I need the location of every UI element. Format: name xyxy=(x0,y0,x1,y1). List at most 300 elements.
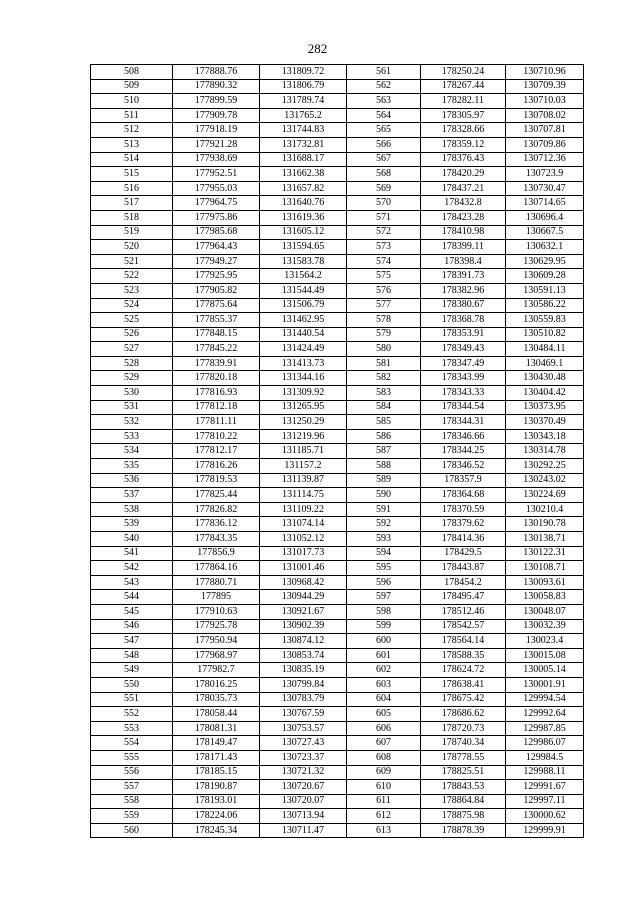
point-number-left-cell: 512 xyxy=(91,123,173,138)
table-row xyxy=(91,123,584,138)
y-coordinate-right-cell: 129997.11 xyxy=(506,794,584,809)
x-coordinate-left-cell: 177964.43 xyxy=(173,240,260,255)
x-coordinate-right-cell: 178328.66 xyxy=(421,123,506,138)
x-coordinate-right-cell: 178368.78 xyxy=(421,313,506,328)
table-row xyxy=(91,736,584,751)
y-coordinate-right-cell: 130108.71 xyxy=(506,561,584,576)
point-number-right-cell: 575 xyxy=(347,269,421,284)
point-number-left-cell: 549 xyxy=(91,663,173,678)
x-coordinate-right-cell: 178638.41 xyxy=(421,677,506,692)
x-coordinate-left-cell: 178149.47 xyxy=(173,736,260,751)
table-row xyxy=(91,371,584,386)
x-coordinate-right-cell: 178675.42 xyxy=(421,692,506,707)
point-number-left-cell: 521 xyxy=(91,254,173,269)
y-coordinate-right-cell: 130629.95 xyxy=(506,254,584,269)
x-coordinate-left-cell: 177921.28 xyxy=(173,137,260,152)
y-coordinate-left-cell: 131309.92 xyxy=(260,386,347,401)
x-coordinate-left-cell: 177825.44 xyxy=(173,488,260,503)
y-coordinate-right-cell: 130000.62 xyxy=(506,809,584,824)
table-row xyxy=(91,79,584,94)
y-coordinate-left-cell: 131506.79 xyxy=(260,298,347,313)
x-coordinate-right-cell: 178282.11 xyxy=(421,94,506,109)
x-coordinate-left-cell: 177843.35 xyxy=(173,532,260,547)
table-row xyxy=(91,663,584,678)
x-coordinate-left-cell: 178171.43 xyxy=(173,750,260,765)
x-coordinate-right-cell: 178250.24 xyxy=(421,65,506,80)
x-coordinate-right-cell: 178346.52 xyxy=(421,459,506,474)
table-row xyxy=(91,65,584,80)
y-coordinate-left-cell: 130720.07 xyxy=(260,794,347,809)
y-coordinate-left-cell: 130721.32 xyxy=(260,765,347,780)
point-number-right-cell: 594 xyxy=(347,546,421,561)
y-coordinate-left-cell: 130723.37 xyxy=(260,750,347,765)
table-row xyxy=(91,561,584,576)
x-coordinate-left-cell: 177820.18 xyxy=(173,371,260,386)
point-number-right-cell: 561 xyxy=(347,65,421,80)
x-coordinate-left-cell: 177845.22 xyxy=(173,342,260,357)
x-coordinate-right-cell: 178778.55 xyxy=(421,750,506,765)
y-coordinate-left-cell: 131605.12 xyxy=(260,225,347,240)
y-coordinate-right-cell: 130343.18 xyxy=(506,429,584,444)
y-coordinate-left-cell: 131544.49 xyxy=(260,283,347,298)
y-coordinate-right-cell: 130015.08 xyxy=(506,648,584,663)
point-number-right-cell: 572 xyxy=(347,225,421,240)
table-row xyxy=(91,648,584,663)
y-coordinate-right-cell: 130292.25 xyxy=(506,459,584,474)
point-number-right-cell: 576 xyxy=(347,283,421,298)
x-coordinate-right-cell: 178410.98 xyxy=(421,225,506,240)
point-number-left-cell: 541 xyxy=(91,546,173,561)
table-row xyxy=(91,488,584,503)
point-number-left-cell: 529 xyxy=(91,371,173,386)
y-coordinate-right-cell: 130138.71 xyxy=(506,532,584,547)
y-coordinate-right-cell: 130632.1 xyxy=(506,240,584,255)
point-number-right-cell: 584 xyxy=(347,400,421,415)
point-number-left-cell: 527 xyxy=(91,342,173,357)
point-number-right-cell: 599 xyxy=(347,619,421,634)
y-coordinate-right-cell: 129994.54 xyxy=(506,692,584,707)
y-coordinate-right-cell: 130210.4 xyxy=(506,502,584,517)
x-coordinate-right-cell: 178843.53 xyxy=(421,780,506,795)
point-number-left-cell: 560 xyxy=(91,823,173,838)
point-number-right-cell: 591 xyxy=(347,502,421,517)
x-coordinate-right-cell: 178624.72 xyxy=(421,663,506,678)
y-coordinate-left-cell: 131583.78 xyxy=(260,254,347,269)
y-coordinate-left-cell: 131564.2 xyxy=(260,269,347,284)
y-coordinate-right-cell: 130510.82 xyxy=(506,327,584,342)
point-number-right-cell: 562 xyxy=(347,79,421,94)
point-number-right-cell: 585 xyxy=(347,415,421,430)
table-row xyxy=(91,386,584,401)
table-row xyxy=(91,459,584,474)
x-coordinate-right-cell: 178391.73 xyxy=(421,269,506,284)
point-number-left-cell: 540 xyxy=(91,532,173,547)
x-coordinate-left-cell: 178035.73 xyxy=(173,692,260,707)
x-coordinate-left-cell: 177836.12 xyxy=(173,517,260,532)
y-coordinate-right-cell: 130032.39 xyxy=(506,619,584,634)
x-coordinate-left-cell: 177856.9 xyxy=(173,546,260,561)
point-number-right-cell: 565 xyxy=(347,123,421,138)
y-coordinate-left-cell: 131594.65 xyxy=(260,240,347,255)
x-coordinate-left-cell: 177855.37 xyxy=(173,313,260,328)
y-coordinate-left-cell: 131219.96 xyxy=(260,429,347,444)
y-coordinate-left-cell: 131344.16 xyxy=(260,371,347,386)
x-coordinate-right-cell: 178359.12 xyxy=(421,137,506,152)
point-number-right-cell: 577 xyxy=(347,298,421,313)
point-number-right-cell: 596 xyxy=(347,575,421,590)
x-coordinate-left-cell: 177812.17 xyxy=(173,444,260,459)
point-number-left-cell: 519 xyxy=(91,225,173,240)
point-number-right-cell: 609 xyxy=(347,765,421,780)
x-coordinate-left-cell: 177982.7 xyxy=(173,663,260,678)
point-number-left-cell: 547 xyxy=(91,634,173,649)
x-coordinate-left-cell: 177816.26 xyxy=(173,459,260,474)
y-coordinate-right-cell: 130708.02 xyxy=(506,108,584,123)
table-row xyxy=(91,283,584,298)
point-number-right-cell: 604 xyxy=(347,692,421,707)
y-coordinate-left-cell: 131809.72 xyxy=(260,65,347,80)
y-coordinate-left-cell: 131139.87 xyxy=(260,473,347,488)
x-coordinate-right-cell: 178437.21 xyxy=(421,181,506,196)
x-coordinate-right-cell: 178423.28 xyxy=(421,210,506,225)
table-row xyxy=(91,677,584,692)
x-coordinate-right-cell: 178343.99 xyxy=(421,371,506,386)
x-coordinate-left-cell: 177925.95 xyxy=(173,269,260,284)
table-row xyxy=(91,181,584,196)
y-coordinate-right-cell: 130484.11 xyxy=(506,342,584,357)
y-coordinate-left-cell: 130713.94 xyxy=(260,809,347,824)
point-number-left-cell: 543 xyxy=(91,575,173,590)
x-coordinate-right-cell: 178344.25 xyxy=(421,444,506,459)
y-coordinate-left-cell: 130799.84 xyxy=(260,677,347,692)
point-number-right-cell: 582 xyxy=(347,371,421,386)
point-number-left-cell: 523 xyxy=(91,283,173,298)
table-row xyxy=(91,692,584,707)
table-row xyxy=(91,809,584,824)
point-number-right-cell: 589 xyxy=(347,473,421,488)
point-number-left-cell: 558 xyxy=(91,794,173,809)
x-coordinate-left-cell: 177811.11 xyxy=(173,415,260,430)
y-coordinate-left-cell: 131265.95 xyxy=(260,400,347,415)
point-number-left-cell: 552 xyxy=(91,707,173,722)
y-coordinate-left-cell: 131806.79 xyxy=(260,79,347,94)
table-row xyxy=(91,269,584,284)
y-coordinate-right-cell: 130710.03 xyxy=(506,94,584,109)
point-number-left-cell: 554 xyxy=(91,736,173,751)
point-number-left-cell: 530 xyxy=(91,386,173,401)
point-number-right-cell: 592 xyxy=(347,517,421,532)
y-coordinate-right-cell: 130712.36 xyxy=(506,152,584,167)
x-coordinate-left-cell: 177899.59 xyxy=(173,94,260,109)
point-number-right-cell: 593 xyxy=(347,532,421,547)
table-row xyxy=(91,196,584,211)
y-coordinate-left-cell: 131688.17 xyxy=(260,152,347,167)
y-coordinate-right-cell: 130058.83 xyxy=(506,590,584,605)
y-coordinate-right-cell: 129992.64 xyxy=(506,707,584,722)
x-coordinate-left-cell: 177938.69 xyxy=(173,152,260,167)
point-number-right-cell: 586 xyxy=(347,429,421,444)
x-coordinate-left-cell: 178193.01 xyxy=(173,794,260,809)
y-coordinate-right-cell: 130730.47 xyxy=(506,181,584,196)
x-coordinate-right-cell: 178343.33 xyxy=(421,386,506,401)
x-coordinate-right-cell: 178267.44 xyxy=(421,79,506,94)
x-coordinate-right-cell: 178398.4 xyxy=(421,254,506,269)
point-number-right-cell: 601 xyxy=(347,648,421,663)
x-coordinate-right-cell: 178686.62 xyxy=(421,707,506,722)
point-number-left-cell: 556 xyxy=(91,765,173,780)
x-coordinate-right-cell: 178740.34 xyxy=(421,736,506,751)
point-number-left-cell: 522 xyxy=(91,269,173,284)
point-number-left-cell: 532 xyxy=(91,415,173,430)
x-coordinate-left-cell: 177819.53 xyxy=(173,473,260,488)
y-coordinate-left-cell: 130921.67 xyxy=(260,604,347,619)
point-number-right-cell: 611 xyxy=(347,794,421,809)
point-number-left-cell: 526 xyxy=(91,327,173,342)
x-coordinate-left-cell: 177826.82 xyxy=(173,502,260,517)
y-coordinate-left-cell: 130968.42 xyxy=(260,575,347,590)
x-coordinate-left-cell: 177905.82 xyxy=(173,283,260,298)
x-coordinate-left-cell: 178190.87 xyxy=(173,780,260,795)
y-coordinate-left-cell: 130902.39 xyxy=(260,619,347,634)
table-row xyxy=(91,634,584,649)
y-coordinate-right-cell: 130714.65 xyxy=(506,196,584,211)
table-row xyxy=(91,780,584,795)
x-coordinate-left-cell: 177985.68 xyxy=(173,225,260,240)
point-number-right-cell: 595 xyxy=(347,561,421,576)
point-number-left-cell: 525 xyxy=(91,313,173,328)
y-coordinate-left-cell: 130874.12 xyxy=(260,634,347,649)
point-number-left-cell: 538 xyxy=(91,502,173,517)
table-row xyxy=(91,108,584,123)
point-number-left-cell: 508 xyxy=(91,65,173,80)
x-coordinate-right-cell: 178825.51 xyxy=(421,765,506,780)
table-row xyxy=(91,400,584,415)
y-coordinate-left-cell: 130835.19 xyxy=(260,663,347,678)
x-coordinate-left-cell: 177909.78 xyxy=(173,108,260,123)
y-coordinate-left-cell: 130720.67 xyxy=(260,780,347,795)
point-number-left-cell: 513 xyxy=(91,137,173,152)
x-coordinate-left-cell: 177949.27 xyxy=(173,254,260,269)
point-number-right-cell: 564 xyxy=(347,108,421,123)
table-row xyxy=(91,152,584,167)
table-row xyxy=(91,721,584,736)
point-number-left-cell: 546 xyxy=(91,619,173,634)
point-number-left-cell: 514 xyxy=(91,152,173,167)
point-number-right-cell: 612 xyxy=(347,809,421,824)
table-row xyxy=(91,254,584,269)
table-row xyxy=(91,532,584,547)
y-coordinate-left-cell: 131074.14 xyxy=(260,517,347,532)
y-coordinate-left-cell: 131732.81 xyxy=(260,137,347,152)
table-row xyxy=(91,429,584,444)
point-number-left-cell: 551 xyxy=(91,692,173,707)
table-row xyxy=(91,794,584,809)
table-row xyxy=(91,765,584,780)
x-coordinate-right-cell: 178512.46 xyxy=(421,604,506,619)
x-coordinate-left-cell: 178081.31 xyxy=(173,721,260,736)
y-coordinate-left-cell: 131619.36 xyxy=(260,210,347,225)
point-number-left-cell: 542 xyxy=(91,561,173,576)
y-coordinate-left-cell: 131462.95 xyxy=(260,313,347,328)
x-coordinate-left-cell: 177964.75 xyxy=(173,196,260,211)
table-row xyxy=(91,604,584,619)
table-row xyxy=(91,444,584,459)
x-coordinate-right-cell: 178346.66 xyxy=(421,429,506,444)
x-coordinate-right-cell: 178399.11 xyxy=(421,240,506,255)
point-number-right-cell: 571 xyxy=(347,210,421,225)
y-coordinate-left-cell: 131657.82 xyxy=(260,181,347,196)
point-number-left-cell: 517 xyxy=(91,196,173,211)
point-number-right-cell: 573 xyxy=(347,240,421,255)
y-coordinate-left-cell: 131114.75 xyxy=(260,488,347,503)
y-coordinate-right-cell: 130373.95 xyxy=(506,400,584,415)
y-coordinate-right-cell: 130709.86 xyxy=(506,137,584,152)
y-coordinate-left-cell: 131250.29 xyxy=(260,415,347,430)
y-coordinate-right-cell: 130586.22 xyxy=(506,298,584,313)
point-number-right-cell: 602 xyxy=(347,663,421,678)
y-coordinate-left-cell: 130767.59 xyxy=(260,707,347,722)
point-number-right-cell: 581 xyxy=(347,356,421,371)
page-number: 282 xyxy=(307,41,328,56)
x-coordinate-left-cell: 177955.03 xyxy=(173,181,260,196)
point-number-left-cell: 535 xyxy=(91,459,173,474)
x-coordinate-left-cell: 177910.63 xyxy=(173,604,260,619)
y-coordinate-right-cell: 130370.49 xyxy=(506,415,584,430)
point-number-right-cell: 606 xyxy=(347,721,421,736)
y-coordinate-left-cell: 131662.38 xyxy=(260,167,347,182)
table-row xyxy=(91,342,584,357)
table-row xyxy=(91,167,584,182)
x-coordinate-left-cell: 177952.51 xyxy=(173,167,260,182)
x-coordinate-right-cell: 178564.14 xyxy=(421,634,506,649)
y-coordinate-right-cell: 130314.78 xyxy=(506,444,584,459)
point-number-left-cell: 544 xyxy=(91,590,173,605)
x-coordinate-right-cell: 178370.59 xyxy=(421,502,506,517)
x-coordinate-right-cell: 178349.43 xyxy=(421,342,506,357)
point-number-right-cell: 597 xyxy=(347,590,421,605)
table-row xyxy=(91,94,584,109)
point-number-right-cell: 563 xyxy=(347,94,421,109)
y-coordinate-right-cell: 130430.48 xyxy=(506,371,584,386)
table-row xyxy=(91,575,584,590)
x-coordinate-right-cell: 178379.62 xyxy=(421,517,506,532)
x-coordinate-right-cell: 178864.84 xyxy=(421,794,506,809)
x-coordinate-left-cell: 177925.78 xyxy=(173,619,260,634)
table-row xyxy=(91,137,584,152)
x-coordinate-left-cell: 177848.15 xyxy=(173,327,260,342)
x-coordinate-right-cell: 178420.29 xyxy=(421,167,506,182)
point-number-right-cell: 570 xyxy=(347,196,421,211)
x-coordinate-right-cell: 178380.67 xyxy=(421,298,506,313)
x-coordinate-right-cell: 178432.8 xyxy=(421,196,506,211)
y-coordinate-right-cell: 130591.13 xyxy=(506,283,584,298)
point-number-right-cell: 610 xyxy=(347,780,421,795)
x-coordinate-right-cell: 178382.96 xyxy=(421,283,506,298)
point-number-right-cell: 605 xyxy=(347,707,421,722)
x-coordinate-left-cell: 178224.06 xyxy=(173,809,260,824)
x-coordinate-right-cell: 178588.35 xyxy=(421,648,506,663)
y-coordinate-left-cell: 130853.74 xyxy=(260,648,347,663)
point-number-left-cell: 531 xyxy=(91,400,173,415)
table-row xyxy=(91,502,584,517)
x-coordinate-left-cell: 177950.94 xyxy=(173,634,260,649)
point-number-right-cell: 579 xyxy=(347,327,421,342)
point-number-right-cell: 567 xyxy=(347,152,421,167)
x-coordinate-left-cell: 177810.22 xyxy=(173,429,260,444)
table-row xyxy=(91,546,584,561)
y-coordinate-left-cell: 131424.49 xyxy=(260,342,347,357)
y-coordinate-right-cell: 130243.02 xyxy=(506,473,584,488)
y-coordinate-left-cell: 131789.74 xyxy=(260,94,347,109)
y-coordinate-right-cell: 129988.11 xyxy=(506,765,584,780)
point-number-left-cell: 524 xyxy=(91,298,173,313)
point-number-right-cell: 588 xyxy=(347,459,421,474)
table-row xyxy=(91,240,584,255)
x-coordinate-right-cell: 178495.47 xyxy=(421,590,506,605)
x-coordinate-left-cell: 177968.97 xyxy=(173,648,260,663)
x-coordinate-right-cell: 178364.68 xyxy=(421,488,506,503)
y-coordinate-right-cell: 129984.5 xyxy=(506,750,584,765)
y-coordinate-right-cell: 130190.78 xyxy=(506,517,584,532)
x-coordinate-left-cell: 177975.86 xyxy=(173,210,260,225)
y-coordinate-right-cell: 130224.69 xyxy=(506,488,584,503)
x-coordinate-right-cell: 178376.43 xyxy=(421,152,506,167)
x-coordinate-right-cell: 178454.2 xyxy=(421,575,506,590)
x-coordinate-right-cell: 178443.87 xyxy=(421,561,506,576)
point-number-left-cell: 520 xyxy=(91,240,173,255)
y-coordinate-right-cell: 130709.39 xyxy=(506,79,584,94)
y-coordinate-left-cell: 131157.2 xyxy=(260,459,347,474)
point-number-left-cell: 557 xyxy=(91,780,173,795)
x-coordinate-left-cell: 178058.44 xyxy=(173,707,260,722)
y-coordinate-right-cell: 129986.07 xyxy=(506,736,584,751)
point-number-left-cell: 539 xyxy=(91,517,173,532)
table-row xyxy=(91,415,584,430)
x-coordinate-right-cell: 178305.97 xyxy=(421,108,506,123)
x-coordinate-right-cell: 178347.49 xyxy=(421,356,506,371)
y-coordinate-left-cell: 131413.73 xyxy=(260,356,347,371)
x-coordinate-right-cell: 178542.57 xyxy=(421,619,506,634)
x-coordinate-right-cell: 178720.73 xyxy=(421,721,506,736)
y-coordinate-right-cell: 130667.5 xyxy=(506,225,584,240)
y-coordinate-right-cell: 130696.4 xyxy=(506,210,584,225)
y-coordinate-right-cell: 130001.91 xyxy=(506,677,584,692)
y-coordinate-left-cell: 130753.57 xyxy=(260,721,347,736)
point-number-right-cell: 608 xyxy=(347,750,421,765)
point-number-left-cell: 548 xyxy=(91,648,173,663)
point-number-left-cell: 553 xyxy=(91,721,173,736)
y-coordinate-left-cell: 130727.43 xyxy=(260,736,347,751)
point-number-left-cell: 534 xyxy=(91,444,173,459)
table-row xyxy=(91,619,584,634)
x-coordinate-right-cell: 178344.54 xyxy=(421,400,506,415)
point-number-left-cell: 509 xyxy=(91,79,173,94)
y-coordinate-left-cell: 131052.12 xyxy=(260,532,347,547)
x-coordinate-left-cell: 177816.93 xyxy=(173,386,260,401)
coordinates-table-body xyxy=(91,65,584,838)
y-coordinate-left-cell: 130944.29 xyxy=(260,590,347,605)
point-number-right-cell: 578 xyxy=(347,313,421,328)
point-number-right-cell: 598 xyxy=(347,604,421,619)
y-coordinate-right-cell: 130559.83 xyxy=(506,313,584,328)
table-row xyxy=(91,225,584,240)
x-coordinate-right-cell: 178878.39 xyxy=(421,823,506,838)
y-coordinate-left-cell: 130711.47 xyxy=(260,823,347,838)
point-number-right-cell: 587 xyxy=(347,444,421,459)
point-number-right-cell: 613 xyxy=(347,823,421,838)
table-row xyxy=(91,517,584,532)
point-number-left-cell: 536 xyxy=(91,473,173,488)
